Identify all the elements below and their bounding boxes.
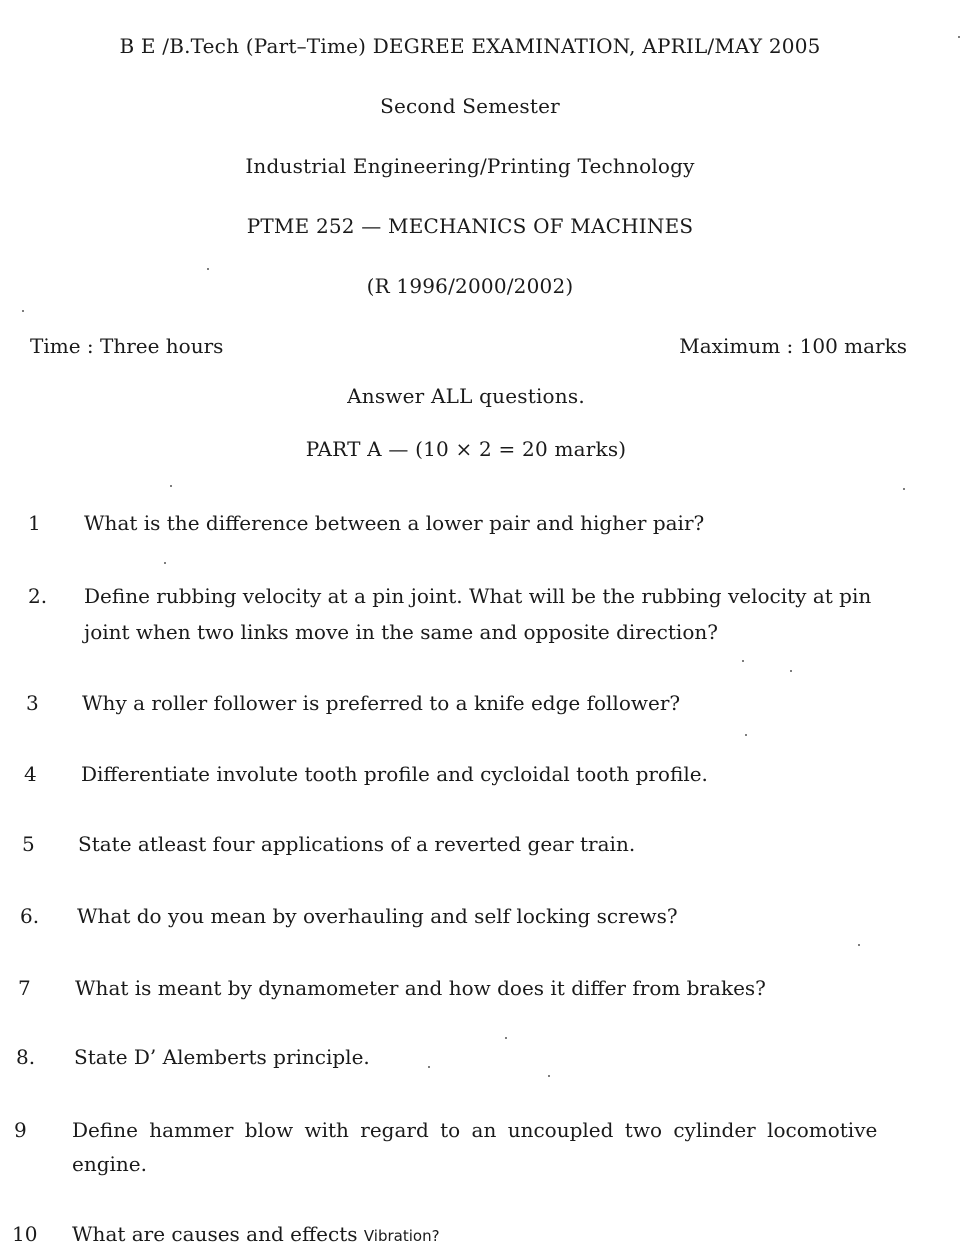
scan-speck	[22, 310, 24, 312]
scan-speck	[903, 488, 905, 490]
instruction-text: Answer ALL questions.	[347, 384, 585, 408]
scan-speck	[207, 268, 209, 270]
question-text: What is the difference between a lower pair and higher pair?	[84, 511, 705, 535]
scan-speck	[428, 1066, 430, 1068]
question-item	[14, 1112, 914, 1184]
question-number: 5	[22, 832, 35, 856]
semester-label: Second Semester	[380, 94, 560, 118]
question-item	[18, 970, 918, 1006]
question-text: Why a roller follower is preferred to a knife edge follower?	[82, 691, 681, 715]
question-text: What is meant by dynamometer and how does it differ from brakes?	[75, 976, 766, 1000]
question-number: 2.	[28, 584, 48, 608]
scan-speck	[958, 36, 960, 38]
question-text: What do you mean by overhauling and self locking screws?	[77, 904, 678, 928]
regulation-label: (R 1996/2000/2002)	[366, 274, 574, 298]
question-number: 7	[18, 976, 31, 1000]
question-number: 4	[24, 762, 37, 786]
question-item	[24, 756, 924, 792]
question-number: 10	[12, 1222, 38, 1246]
question-text-typed-addition: Vibration?	[363, 1227, 440, 1245]
question-item	[12, 1216, 912, 1252]
part-a-heading: PART A — (10 × 2 = 20 marks)	[305, 437, 627, 461]
question-item	[20, 898, 920, 934]
question-text: Differentiate involute tooth profile and cycloidal tooth profile.	[81, 762, 708, 786]
branch-label: Industrial Engineering/Printing Technology	[245, 154, 695, 178]
scan-speck	[858, 944, 860, 946]
time-allowed: Time : Three hours	[30, 334, 224, 358]
question-text: Define hammer blow with regard to an uncoupled two cylinder locomotive	[72, 1118, 878, 1142]
question-number: 8.	[16, 1045, 36, 1069]
maximum-marks: Maximum : 100 marks	[679, 334, 907, 358]
question-number: 9	[14, 1118, 27, 1142]
scan-speck	[164, 562, 166, 564]
question-text-continued: joint when two links move in the same and opposite direction?	[84, 620, 718, 644]
question-number: 1	[28, 511, 41, 535]
question-number: 3	[26, 691, 39, 715]
question-item	[16, 1039, 916, 1075]
scan-speck	[505, 1037, 507, 1039]
scan-speck	[548, 1075, 550, 1077]
question-text: Define rubbing velocity at a pin joint. What will be the rubbing velocity at pin	[84, 584, 872, 608]
question-item	[28, 578, 928, 650]
question-text	[72, 1216, 440, 1254]
question-item	[28, 505, 928, 541]
scan-speck	[745, 734, 747, 736]
question-text: State D’ Alemberts principle.	[74, 1045, 370, 1069]
question-text-main: What are causes and effects	[72, 1222, 358, 1246]
subject-title: PTME 252 — MECHANICS OF MACHINES	[246, 214, 694, 238]
question-item	[22, 826, 922, 862]
scan-speck	[742, 660, 744, 662]
scan-speck	[790, 670, 792, 672]
question-item	[26, 685, 926, 721]
question-number: 6.	[20, 904, 40, 928]
question-text: State atleast four applications of a reverted gear train.	[78, 832, 636, 856]
scan-speck	[170, 485, 172, 487]
question-text-continued: engine.	[72, 1152, 147, 1176]
exam-title: B E /B.Tech (Part–Time) DEGREE EXAMINATION, APRIL/MAY 2005	[119, 34, 821, 58]
